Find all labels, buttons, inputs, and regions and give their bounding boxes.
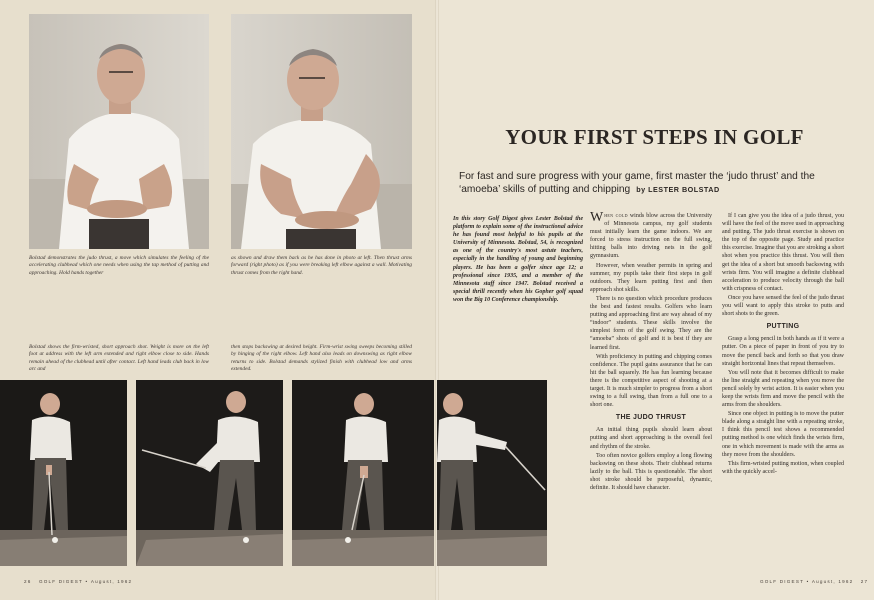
body-paragraph: If I can give you the idea of a judo thrust, you will have the feel of the move used in approaching and putting. The judo thrust exercise is shown on the top of the opposite page. Study and practice this exercise. Imagine that you are stroking a short shot when you practice this thrust. You will then get the idea of a short but smooth backswing with wrists firm. You will imagine a definite clubhead acceleration to produce velocity through the ball with crispness of contact.	[722, 213, 844, 292]
deck-text: For fast and sure progress with your game, first master the ‘judo thrust’ and the ‘amoeba’ skills of putting and chipping	[459, 171, 815, 195]
left-magazine-name: GOLF DIGEST	[38, 579, 84, 584]
body-paragraph: Grasp a long pencil in both hands as if it were a putter. On a piece of paper in front of you try to move the pencil back and forth so that you draw straight horizontal lines that repeat themselves.	[722, 336, 844, 367]
right-page-number: 27	[860, 579, 869, 584]
column-body-2	[722, 212, 844, 477]
right-folio-bullet: •	[806, 579, 810, 584]
body-paragraph: There is no question which procedure produces the best and fastest results. Golfers who learn putting and approaching first are way ahead of my “indoor” students. These skills involve the simplest form of the golf swing. They are the “amoeba” shots of golf and it is best if they are learned first.	[590, 295, 712, 351]
caption-bottom-right: then stops backswing at desired height. Firm-wrist swing sweeps becoming stilled by hinging of the right elbow. Left hand also leads on downswing as right elbow returns to side. Bolstad demands stylized finish with clubhead low and arms extended.	[231, 344, 412, 372]
intro-paragraph: In this story Golf Digest gives Lester Bolstad the platform to explain some of the instructional advice he has found most helpful to his pupils at the University of Minnesota. Bolstad, 54, is recognized as one of the country's most astute teachers, especially in the handling of young and beginning players. He has been a golfer since age 12; a professional since 1935, and a member of the Minnesota staff since 1947. Bolstad received a special thrill recently when his Gopher golf squad won the Big 10 Conference championship.	[453, 216, 583, 303]
body-paragraph: This firm-wristed putting motion, when coupled with the quickly accel-	[722, 460, 844, 475]
photo-approach-backswing	[136, 380, 283, 566]
body-paragraph: An initial thing pupils should learn about putting and short approaching is the overall feel and rhythm of the stroke.	[590, 427, 712, 450]
right-folio	[760, 579, 868, 584]
drop-cap: W	[590, 210, 604, 225]
right-magazine-name: GOLF DIGEST	[760, 579, 805, 584]
body-paragraph: However, when weather permits in spring and summer, my pupils take their first steps in golf outdoors. They learn putting first and then approach shot skills.	[590, 262, 712, 293]
subhead-judo-thrust: THE JUDO THRUST	[615, 414, 687, 422]
photo-judo-thrust-forward	[231, 14, 412, 249]
left-folio	[24, 579, 132, 584]
photo-judo-thrust-start	[29, 14, 209, 249]
article-deck	[459, 170, 829, 196]
body-paragraph: You will note that it becomes difficult to make the line straight and repeating when you move the pencil solely by wrist action. It is easier when you keep the wrists firm and move the pencil with the arms from the shoulders.	[722, 369, 844, 409]
caption-top-right: as shown and draw them back as he has done in photo at left. Then thrust arms forward (right photo) as if you were breaking left elbow against a wall. Motivating thrust comes from the right hand.	[231, 255, 412, 276]
photo-approach-address	[0, 380, 127, 566]
left-issue-date: August, 1962	[90, 579, 133, 584]
article-title: YOUR FIRST STEPS IN GOLF	[505, 125, 804, 149]
photo-approach-impact	[292, 380, 434, 566]
subhead-putting: PUTTING	[766, 323, 800, 331]
caption-bottom-left: Bolstad shows the firm-wristed, short approach shot. Weight is more on the left foot at address with the left arm extended and right elbow close to side. Hands remain ahead of the clubhead until after contact. Left hand leads club back in low arc and	[29, 344, 209, 372]
caption-top-left: Bolstad demonstrates the judo thrust, a move which simulates the feeling of the accelerating clubhead which one needs when using the tap method of putting and approaching. Hold hands together	[29, 255, 209, 276]
photo-approach-finish	[437, 380, 547, 566]
body-paragraph: Since one object in putting is to move the putter blade along a straight line with a repeating stroke, I think this pencil test shows a recommended putting method is one which finds the wrists firm, one in which movement is made with the arms as they move from the shoulders.	[722, 411, 844, 458]
right-issue-date: August, 1962	[811, 579, 854, 584]
body-paragraph: Once you have sensed the feel of the judo thrust you will want to apply this stroke to putts and short shots to the green.	[722, 294, 844, 318]
body-paragraph: When cold winds blow across the University of Minnesota campus, my golf students must initially learn the game indoors. We are forced to stress instruction on the full swing, hitting balls into driving nets in the golf gymnasium.	[590, 210, 712, 260]
lead-in: hen cold	[604, 213, 628, 219]
column-intro	[453, 215, 583, 305]
body-paragraph: With proficiency in putting and chipping comes confidence. The pupil gains assurance that he can hit the ball squarely. He has fun learning because there is the competitive aspect of shooting at a target. It is much simpler to progress from a short swing to a full swing, than from a full one to a short one.	[590, 353, 712, 409]
byline: by LESTER BOLSTAD	[636, 185, 720, 194]
left-page-number: 26	[24, 579, 32, 584]
column-body-1	[590, 212, 712, 493]
body-paragraph: Too often novice golfers employ a long flowing backswing on these shots. Their clubhead returns lazily to the ball. This is questionable. The short shot stroke should be purposeful, dynamic, definite. It should have character.	[590, 452, 712, 491]
left-folio-bullet: •	[85, 579, 89, 584]
